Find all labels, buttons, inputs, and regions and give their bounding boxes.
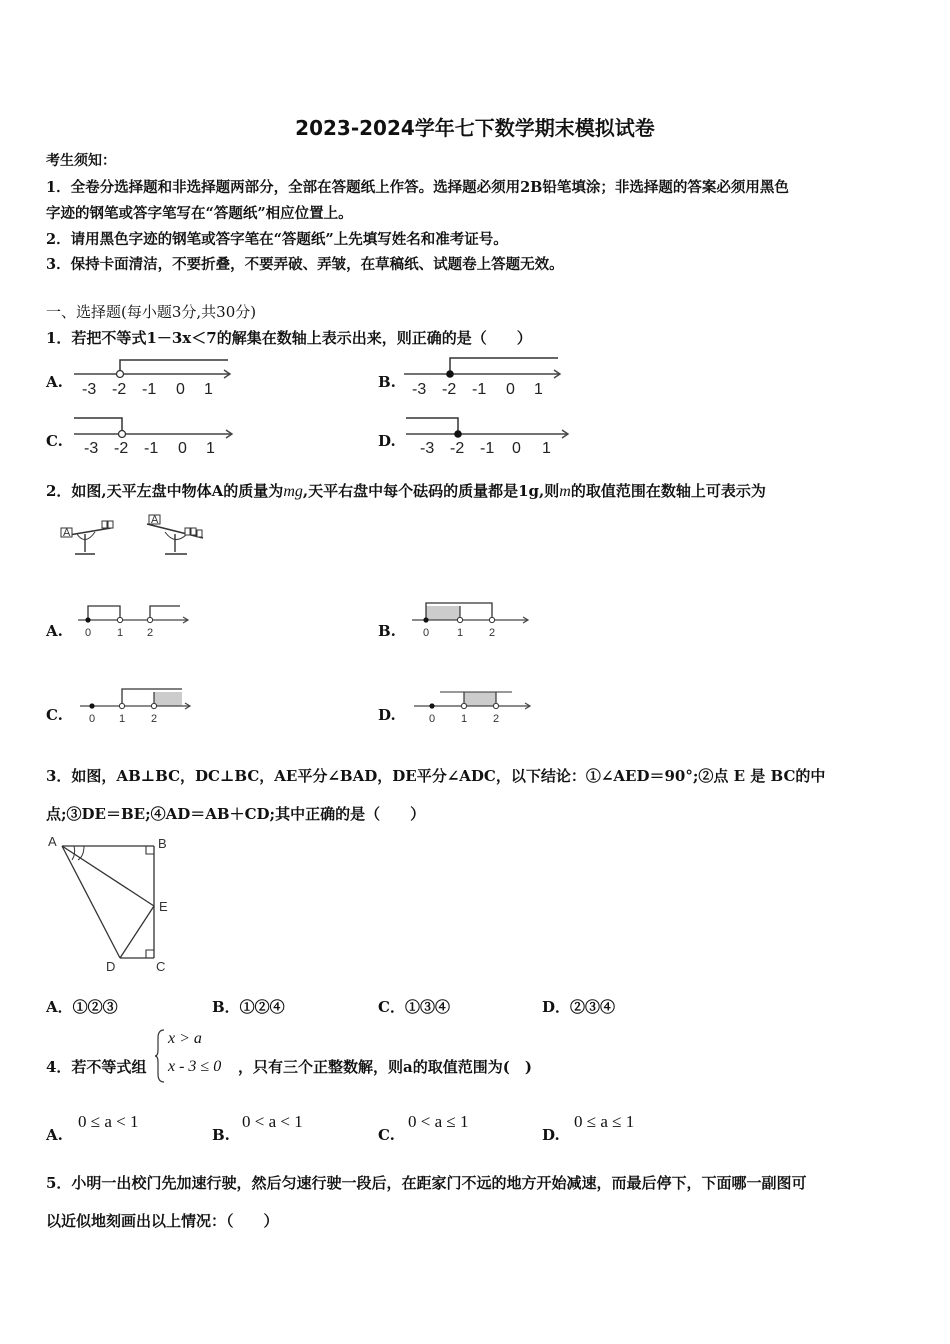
q1-label-d: D.: [378, 432, 396, 450]
notice-item-1b: 字迹的钢笔或答字笔写在“答题纸”相应位置上。: [46, 205, 353, 222]
q4-inequality-1: x > a: [168, 1030, 202, 1047]
q1b-tick-4: 0: [506, 381, 515, 398]
q4-range-a: 0 ≤ a < 1: [78, 1112, 139, 1131]
q2-stem-mg: mg: [283, 483, 303, 500]
q2c-tick-1: 1: [119, 713, 126, 725]
q2-label-a: A.: [46, 622, 63, 640]
q2-number-line-c: [78, 684, 194, 726]
q1d-tick-3: -1: [480, 440, 495, 456]
q2-label-d: D.: [378, 706, 396, 724]
q1c-tick-4: 0: [178, 440, 187, 456]
q4-system-brace: [154, 1028, 166, 1084]
q1a-tick-3: -1: [142, 381, 157, 398]
q2d-tick-2: 2: [493, 713, 500, 725]
q1c-tick-5: 1: [206, 440, 215, 456]
q5-stem-line-1: 5．小明一出校门先加速行驶，然后匀速行驶一段后，在距家门不远的地方开始减速，而最后停下，下面哪一副图可: [46, 1174, 807, 1192]
q2-label-b: B.: [378, 622, 396, 640]
q1-number-line-c: [72, 414, 234, 456]
q3-stem-line-1: 3．如图，AB⊥BC，DC⊥BC，AE平分∠BAD，DE平分∠ADC，以下结论：①∠AED＝90°;②点 E 是 BC的中: [46, 767, 826, 785]
q2-stem: [46, 480, 766, 501]
q4-stem-part-1: 4．若不等式组: [46, 1058, 147, 1076]
q1b-tick-5: 1: [534, 381, 543, 398]
q1d-tick-4: 0: [512, 440, 521, 456]
q1-number-line-a: [72, 356, 232, 398]
q3-point-d: D: [106, 959, 116, 974]
q3-point-e: E: [159, 899, 168, 914]
q3-option-a: A．①②③: [46, 998, 118, 1016]
q2c-tick-2: 2: [151, 713, 158, 725]
q2-balance-figure: [55, 512, 215, 558]
q3-stem-line-2: 点;③DE＝BE;④AD＝AB＋CD;其中正确的是（ ）: [46, 805, 426, 823]
q1-number-line-d: [404, 414, 570, 456]
q2b-tick-1: 1: [457, 627, 464, 639]
q1c-tick-3: -1: [144, 440, 159, 456]
q2-number-line-d: [412, 684, 534, 726]
q2-label-c: C.: [46, 706, 63, 724]
q2d-tick-1: 1: [461, 713, 468, 725]
q1-label-b: B.: [378, 373, 396, 391]
q4-label-c: C.: [378, 1126, 395, 1144]
q1-number-line-b: [402, 356, 562, 398]
q2a-tick-0: 0: [85, 627, 92, 639]
q1-label-c: C.: [46, 432, 63, 450]
q2-number-line-a: [76, 600, 192, 640]
q1a-tick-2: -2: [112, 381, 127, 398]
q3-option-c: C．①③④: [378, 998, 450, 1016]
q4-range-c: 0 < a ≤ 1: [408, 1112, 469, 1131]
q4-label-a: A.: [46, 1126, 63, 1144]
q2-stem-part-1: 2．如图,天平左盘中物体A的质量为: [46, 482, 284, 500]
notice-item-2: 2．请用黑色字迹的钢笔或答字笔在“答题纸”上先填写姓名和准考证号。: [46, 231, 508, 248]
q1d-tick-2: -2: [450, 440, 465, 456]
q2a-tick-2: 2: [147, 627, 154, 639]
q1b-tick-3: -1: [472, 381, 487, 398]
q4-label-d: D.: [542, 1126, 560, 1144]
q3-point-c: C: [156, 959, 166, 974]
q2b-tick-0: 0: [423, 627, 430, 639]
q1-label-a: A.: [46, 373, 63, 391]
q2b-tick-2: 2: [489, 627, 496, 639]
notice-item-3: 3．保持卡面清洁，不要折叠，不要弄破、弄皱，在草稿纸、试题卷上答题无效。: [46, 256, 564, 273]
q1a-tick-4: 0: [176, 381, 185, 398]
q2-left-block-label: A: [63, 527, 71, 539]
notice-item-1a: 1．全卷分选择题和非选择题两部分，全部在答题纸上作答。选择题必须用2B铅笔填涂；非选择题的答案必须用黑色: [46, 179, 789, 196]
q2-number-line-b: [410, 598, 532, 640]
q1c-tick-1: -3: [84, 440, 99, 456]
q1a-tick-1: -3: [82, 381, 97, 398]
page-title: 2023-2024学年七下数学期末模拟试卷: [295, 116, 655, 140]
q2-stem-m: m: [559, 483, 571, 500]
q3-option-b: B．①②④: [212, 998, 285, 1016]
q1d-tick-1: -3: [420, 440, 435, 456]
q1-stem: 1．若把不等式1－3x＜7的解集在数轴上表示出来，则正确的是（ ）: [46, 329, 532, 347]
q2-right-block-label: A: [151, 514, 159, 526]
q1d-tick-5: 1: [542, 440, 551, 456]
q3-point-a: A: [48, 834, 57, 849]
q4-range-d: 0 ≤ a ≤ 1: [574, 1112, 635, 1131]
q2d-tick-0: 0: [429, 713, 436, 725]
q1b-tick-1: -3: [412, 381, 427, 398]
q2a-tick-1: 1: [117, 627, 124, 639]
q3-option-d: D．②③④: [542, 998, 616, 1016]
q1a-tick-5: 1: [204, 381, 213, 398]
q2-stem-part-3: 的取值范围在数轴上可表示为: [570, 482, 766, 500]
q2-stem-part-2: ,天平右盘中每个砝码的质量都是1g,则: [302, 482, 560, 500]
q1b-tick-2: -2: [442, 381, 457, 398]
section-heading: 一、选择题(每小题3分,共30分): [46, 303, 257, 321]
q4-stem-part-2: ，只有三个正整数解，则a的取值范围为( ): [238, 1058, 532, 1076]
q4-inequality-2: x - 3 ≤ 0: [168, 1058, 222, 1075]
q5-stem-line-2: 以近似地刻画出以上情况：（ ）: [46, 1212, 279, 1230]
q3-geometry-figure: [44, 832, 184, 978]
q3-point-b: B: [158, 836, 167, 851]
q2c-tick-0: 0: [89, 713, 96, 725]
q1c-tick-2: -2: [114, 440, 129, 456]
q4-range-b: 0 < a < 1: [242, 1112, 303, 1131]
notice-heading: 考生须知：: [46, 153, 116, 169]
q4-label-b: B.: [212, 1126, 230, 1144]
